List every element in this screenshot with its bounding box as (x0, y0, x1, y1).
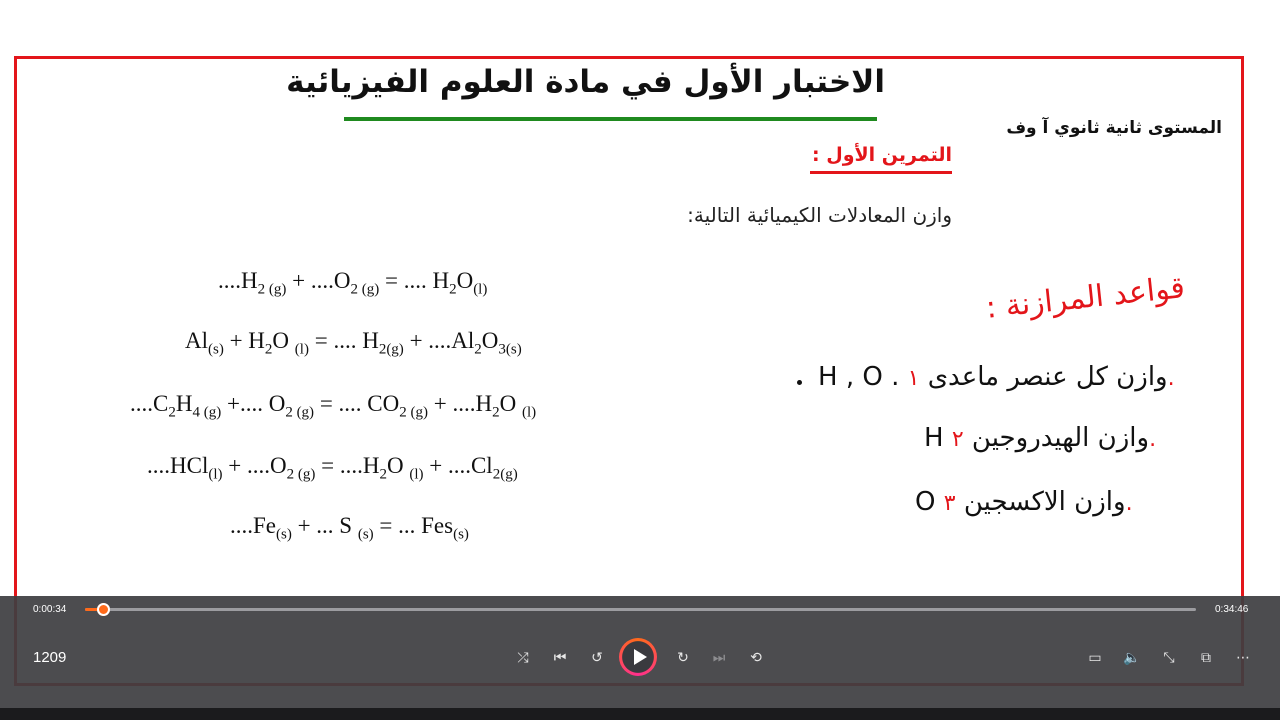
equation-subscript: (l) (208, 466, 223, 483)
bottom-strip (0, 708, 1280, 720)
counter-label: 1209 (33, 649, 67, 666)
seek-thumb[interactable] (97, 603, 110, 616)
rule-3-number: ٣. (943, 491, 1133, 516)
level-label: المستوى ثانية ثانوي آ وف (1006, 118, 1222, 138)
equation-term: = .... CO (314, 391, 400, 416)
equation-term: + ....O (222, 453, 287, 478)
volume-icon[interactable]: 🔈 (1123, 650, 1141, 666)
title-underline (344, 117, 877, 121)
rule-1-tail: H , O . (818, 362, 900, 392)
rule-2-number: ٢. (951, 427, 1157, 452)
equation-subscript: 2 (g) (257, 281, 287, 298)
equation-subscript: 2 (449, 281, 457, 298)
handwritten-dot (797, 380, 802, 385)
rule-2-text: وازن الهيدروجين (971, 423, 1150, 453)
equation-subscript: 2 (264, 341, 273, 358)
equation-subscript: 2 (g) (285, 404, 315, 421)
equation-5 (230, 513, 469, 544)
equation-4 (147, 453, 518, 484)
equation-subscript: 2 (492, 404, 500, 421)
handwritten-rule-3 (915, 487, 1133, 517)
equation-term: = .... H (308, 328, 379, 353)
equation-subscript: (s) (357, 526, 374, 543)
play-button[interactable] (619, 638, 657, 676)
rule-3-tail: O (915, 487, 936, 517)
equation-term: +.... O (221, 391, 286, 416)
rewind-10-icon[interactable]: ↺ (591, 650, 603, 666)
equation-term: O (499, 391, 522, 416)
equation-term: + ....Cl (423, 453, 493, 478)
shuffle-icon[interactable]: ⤮ (517, 650, 529, 666)
equation-subscript: 2(g) (378, 341, 404, 358)
equation-subscript: (l) (473, 281, 488, 298)
rule-3-text: وازن الاكسجين (963, 487, 1126, 517)
slide-title: الاختبار الأول في مادة العلوم الفيزيائية (286, 64, 885, 100)
equation-term: = ... Fes (373, 513, 454, 538)
equation-subscript: 3(s) (498, 341, 522, 358)
equation-term: = .... H (379, 268, 450, 293)
equation-subscript: (l) (294, 341, 309, 358)
equation-subscript: (l) (521, 404, 537, 421)
equation-term: ....C (130, 391, 169, 416)
forward-30-icon[interactable]: ↻ (677, 650, 689, 666)
equation-subscript: 2 (168, 404, 176, 421)
equation-term: O (481, 328, 499, 353)
equation-subscript: (s) (453, 526, 469, 543)
equation-subscript: 2(g) (492, 466, 518, 483)
total-time: 0:34:46 (1215, 604, 1249, 615)
more-icon[interactable]: ⋯ (1236, 650, 1250, 666)
equation-subscript: 2 (474, 341, 482, 358)
equation-term: ....HCl (147, 453, 209, 478)
equation-subscript: 2 (g) (286, 466, 316, 483)
equation-subscript: (s) (208, 341, 224, 358)
equation-term: O (456, 268, 474, 293)
miniplayer-icon[interactable]: ⧉ (1201, 650, 1211, 666)
rule-1-number: ١. (907, 366, 1175, 391)
instruction-text: وازن المعادلات الكيميائية التالية: (687, 203, 952, 227)
previous-icon[interactable]: ⏮ (553, 650, 567, 666)
exercise-underline (810, 171, 952, 174)
equation-term: O (272, 328, 295, 353)
equation-3 (130, 391, 536, 422)
equation-term: Al (185, 328, 208, 353)
exercise-label: التمرين الأول : (812, 144, 952, 166)
seek-bar[interactable] (85, 608, 1196, 611)
play-icon (634, 649, 647, 665)
next-icon[interactable]: ⏭ (712, 650, 726, 666)
equation-term: ....Fe (230, 513, 276, 538)
equation-subscript: 2 (g) (350, 281, 380, 298)
collapse-icon[interactable]: ⤡ (1163, 650, 1175, 666)
video-player-bar (0, 596, 1280, 708)
equation-term: H (175, 391, 193, 416)
equation-2 (185, 328, 522, 359)
handwritten-title: قواعد المرازنة : (984, 270, 1187, 326)
equation-term: + ....H (427, 391, 493, 416)
equation-term: + ....Al (403, 328, 475, 353)
handwritten-rule-2 (924, 423, 1156, 453)
equation-term: + H (223, 328, 265, 353)
equation-term: = ....H (315, 453, 380, 478)
equation-term: + ... S (291, 513, 358, 538)
current-time: 0:00:34 (33, 604, 67, 615)
subtitles-icon[interactable]: ▭ (1088, 650, 1102, 666)
equation-subscript: (s) (276, 526, 292, 543)
equation-subscript: 2 (379, 466, 387, 483)
equation-term: ....H (218, 268, 258, 293)
equation-subscript: (l) (409, 466, 424, 483)
rule-2-tail: H (924, 423, 944, 453)
equation-1 (218, 268, 487, 299)
handwritten-rule-1 (818, 362, 1175, 392)
rule-1-text: وازن كل عنصر ماعدى (927, 362, 1168, 392)
repeat-off-icon[interactable]: ⟲ (750, 650, 762, 666)
equation-term: + ....O (286, 268, 351, 293)
equation-subscript: 2 (g) (399, 404, 428, 421)
equation-term: O (386, 453, 410, 478)
equation-subscript: 4 (g) (192, 404, 222, 421)
